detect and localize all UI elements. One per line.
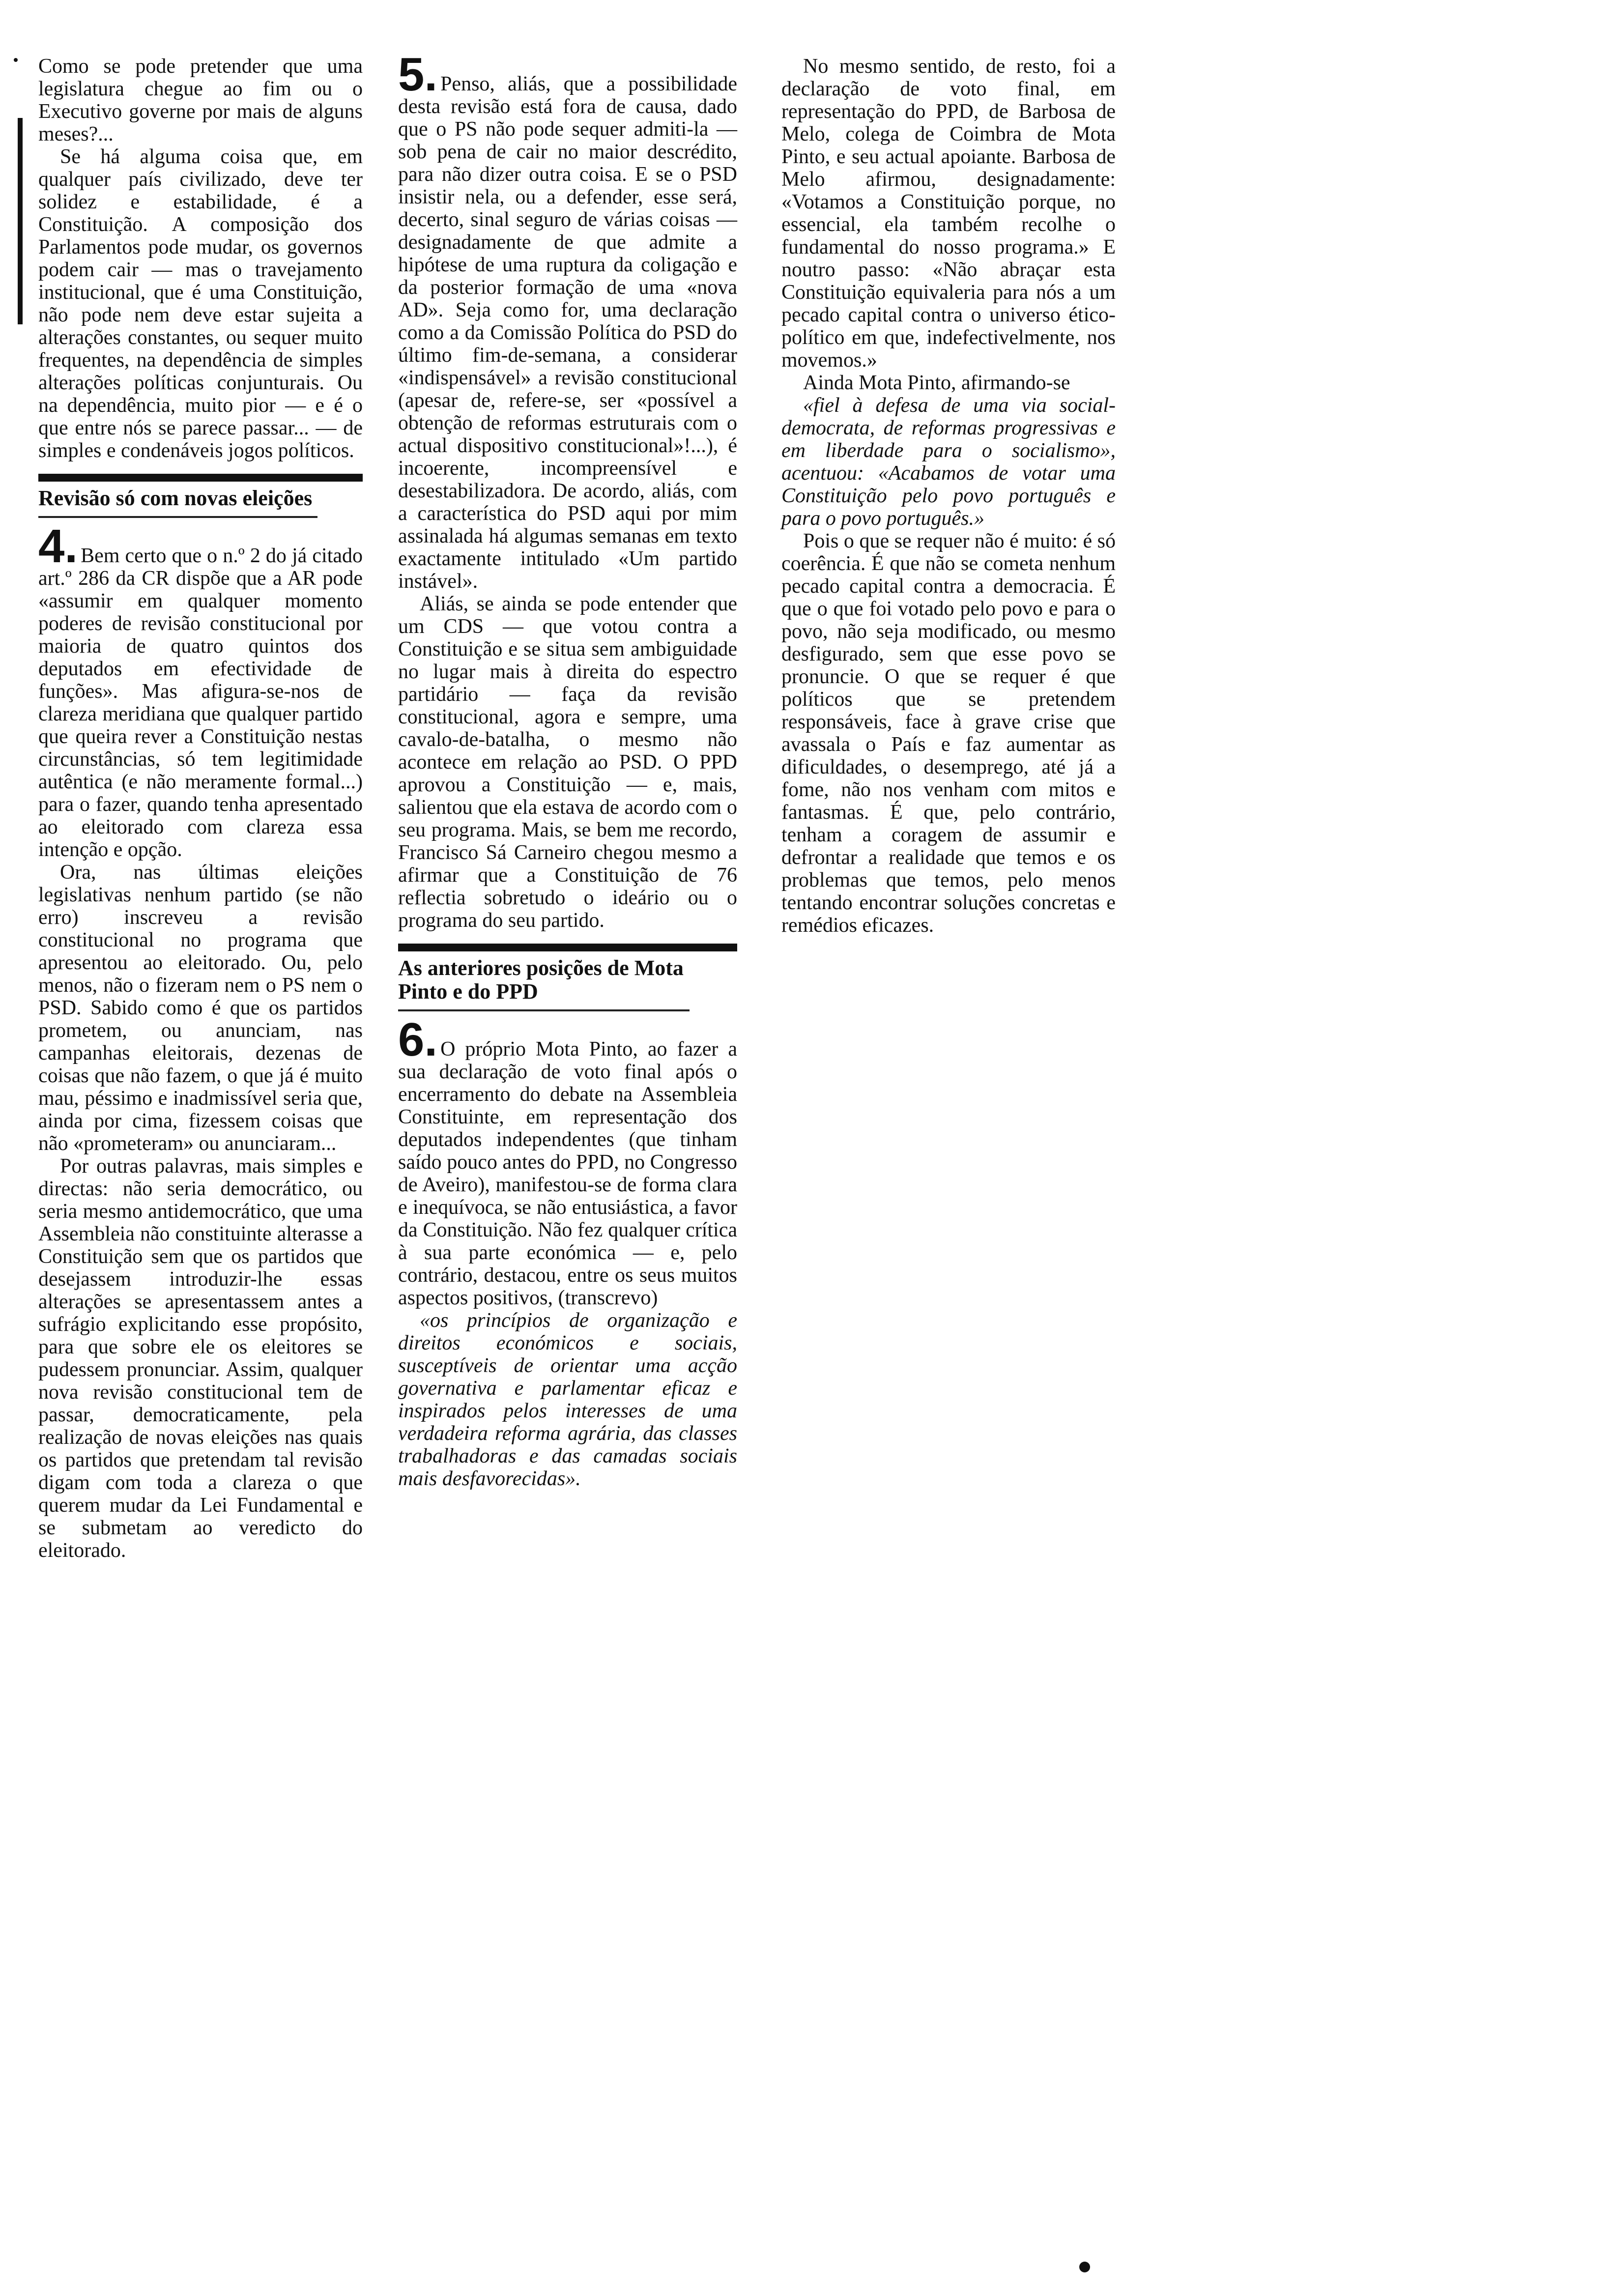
section-number-6: 6.: [398, 1013, 438, 1066]
section-4-text: Bem certo que o n.º 2 do já citado art.º 286 da CR dispõe que a AR pode «assumir em qualquer momento poderes de revisão constitucional por maioria de quatro quintos dos deputados em efectividade de funções». Mas afigura-se-nos de clareza meridiana que qualquer partido que queira rever a Constituição nestas circunstâncias, só tem legitimidade autêntica (e não meramente formal...) para o fazer, quando tenha apresentado ao eleitorado com clareza essa intenção e opção.: [38, 545, 363, 861]
section-5-paragraph: [398, 48, 737, 593]
section-6-paragraph: [398, 1013, 737, 1309]
column-2: [398, 48, 737, 1490]
section-4-paragraph-por-outras: Por outras palavras, mais simples e directas: não seria democrático, ou seria mesmo antidemocrático, que uma Assembleia não constituinte alterasse a Constituição sem que os partidos que desejassem introduzir-lhe essas alterações se apresentassem antes a sufrágio explicitando esse propósito, para que sobre ele os eleitores se pudessem pronunciar. Assim, qualquer nova revisão constitucional tem de passar, democraticamente, pela realização de novas eleições nas quais os partidos que pretendam tal revisão digam com toda a clareza o que querem mudar da Lei Fundamental e se submetam ao veredicto do eleitorado.: [38, 1155, 363, 1562]
section-6-text: O próprio Mota Pinto, ao fazer a sua declaração de voto final após o encerramento do debate na Assembleia Constituinte, em representação dos deputados independentes (que tinham saído pouco antes do PPD, no Congresso de Aveiro), manifestou-se de forma clara e inequívoca, se não entusiástica, a favor da Constituição. Não fez qualquer crítica à sua parte económica — e, pelo contrário, destacou, entre os seus muitos aspectos positivos, (transcrevo): [398, 1038, 737, 1309]
section-rule-thin: [38, 516, 317, 518]
section-4-paragraph-ora: Ora, nas últimas eleições legislativas nenhum partido (se não erro) inscreveu a revisão constitucional no programa que apresentou ao eleitorado. Ou, pelo menos, não o fizeram nem o PS nem o PSD. Sabido como é que os partidos prometem, ou anunciam, nas campanhas eleitorais, dezenas de coisas que não fazem, o que já é muito mau, péssimo e inadmissível seria que, ainda por cima, fizessem coisas que não «prometeram» ou anunciaram...: [38, 861, 363, 1155]
subhead-revisao: Revisão só com novas eleições: [38, 486, 313, 510]
section-5-text: Penso, aliás, que a possibilidade desta revisão está fora de causa, dado que o PS não pode sequer admiti-la — sob pena de cair no maior descrédito, para não dizer outra coisa. E se o PSD insistir nela, ou a defender, esse será, decerto, sinal seguro de várias coisas — designadamente de que admite a hipótese de uma ruptura da coligação e da posterior formação de uma «nova AD». Seja como for, uma declaração como a da Comissão Política do PSD do último fim-de-semana, a considerar «indispensável» a revisão constitucional (apesar de, refere-se, ser «possível a obtenção de reformas estruturais com o actual dispositivo constitucional»!...), é incoerente, incompreensível e desestabilizadora. De acordo, aliás, com a característica do PSD aqui por mim assinalada há algumas semanas em texto exactamente intitulado «Um partido instável».: [398, 73, 737, 593]
col1-intro-paragraph: Como se pode pretender que uma legislatura chegue ao fim ou o Executivo governe por mais de alguns meses?...: [38, 55, 363, 145]
subhead-anteriores-posicoes: As anteriores posições de Mota Pinto e do PPD: [398, 956, 684, 1004]
section-number-5: 5.: [398, 48, 438, 101]
mota-pinto-quote: «os princípios de organização e direitos económicos e sociais, susceptíveis de orientar uma acção governativa e parlamentar eficaz e inspirados pelos interesses de uma verdadeira reforma agrária, das classes trabalhadoras e das camadas sociais mais desfavorecidas».: [398, 1309, 737, 1490]
column-3: [781, 55, 1116, 937]
section-rule-thick: [398, 944, 737, 951]
col3-paragraph-barbosa: No mesmo sentido, de resto, foi a declaração de voto final, em representação do PPD, de Barbosa de Melo, colega de Coimbra de Mota Pinto, e seu actual apoiante. Barbosa de Melo afirmou, designadamente: «Votamos a Constituição porque, no essencial, ela também recolhe o fundamental do nosso programa.» E noutro passo: «Não abraçar esta Constituição equivaleria para nós a um pecado capital contra o universo ético-político em que, indefectivelmente, nos movemos.»: [781, 55, 1116, 372]
page-dot: [1079, 2262, 1090, 2272]
column-1: [38, 55, 363, 1562]
col3-paragraph-conclusion: Pois o que se requer não é muito: é só coerência. É que não se cometa nenhum pecado capital contra a democracia. É que o que foi votado pelo povo e para o povo, não seja modificado, ou mesmo desfigurado, sem que esse povo se pronuncie. O que se requer é que políticos que se pretendem responsáveis, face à grave crise que avassala o País e faz aumentar as dificuldades, o desemprego, até já a fome, não nos venham com mitos e fantasmas. É que, pelo contrário, tenham a coragem de assumir e defrontar a realidade que temos e os problemas que temos, pelo menos tentando encontrar soluções concretas e remédios eficazes.: [781, 530, 1116, 937]
section-number-4: 4.: [38, 520, 78, 573]
col3-quote-social-democrata: «fiel à defesa de uma via social-democrata, de reformas progressivas e em liberdade para o socialismo», acentuou: «Acabamos de votar uma Constituição pelo povo português e para o povo português.»: [781, 394, 1116, 530]
top-mark: [14, 58, 18, 62]
section-rule-thick: [38, 474, 363, 482]
col3-paragraph-ainda: Ainda Mota Pinto, afirmando-se: [803, 372, 1070, 394]
section-rule-thin: [398, 1009, 690, 1011]
margin-bar: [18, 118, 23, 324]
section-4-paragraph: [38, 520, 363, 861]
col1-se-ha-paragraph: Se há alguma coisa que, em qualquer país civilizado, deve ter solidez e estabilidade, é a Constituição. A composição dos Parlamentos pode mudar, os governos podem cair — mas o travejamento institucional, que é uma Constituição, não pode nem deve estar sujeita a alterações constantes, ou sequer muito frequentes, na dependência de simples alterações políticas conjunturais. Ou na dependência, muito pior — e é o que entre nós se parece passar... — de simples e condenáveis jogos políticos.: [38, 145, 363, 462]
section-5-paragraph-alias: Aliás, se ainda se pode entender que um CDS — que votou contra a Constituição e se situa sem ambiguidade no lugar mais à direita do espectro partidário — faça da revisão constitucional, agora e sempre, uma cavalo-de-batalha, o mesmo não acontece em relação ao PSD. O PPD aprovou a Constituição — e, mais, salientou que ela estava de acordo com o seu programa. Mais, se bem me recordo, Francisco Sá Carneiro chegou mesmo a afirmar que a Constituição de 76 reflectia sobretudo o ideário ou o programa do seu partido.: [398, 593, 737, 932]
